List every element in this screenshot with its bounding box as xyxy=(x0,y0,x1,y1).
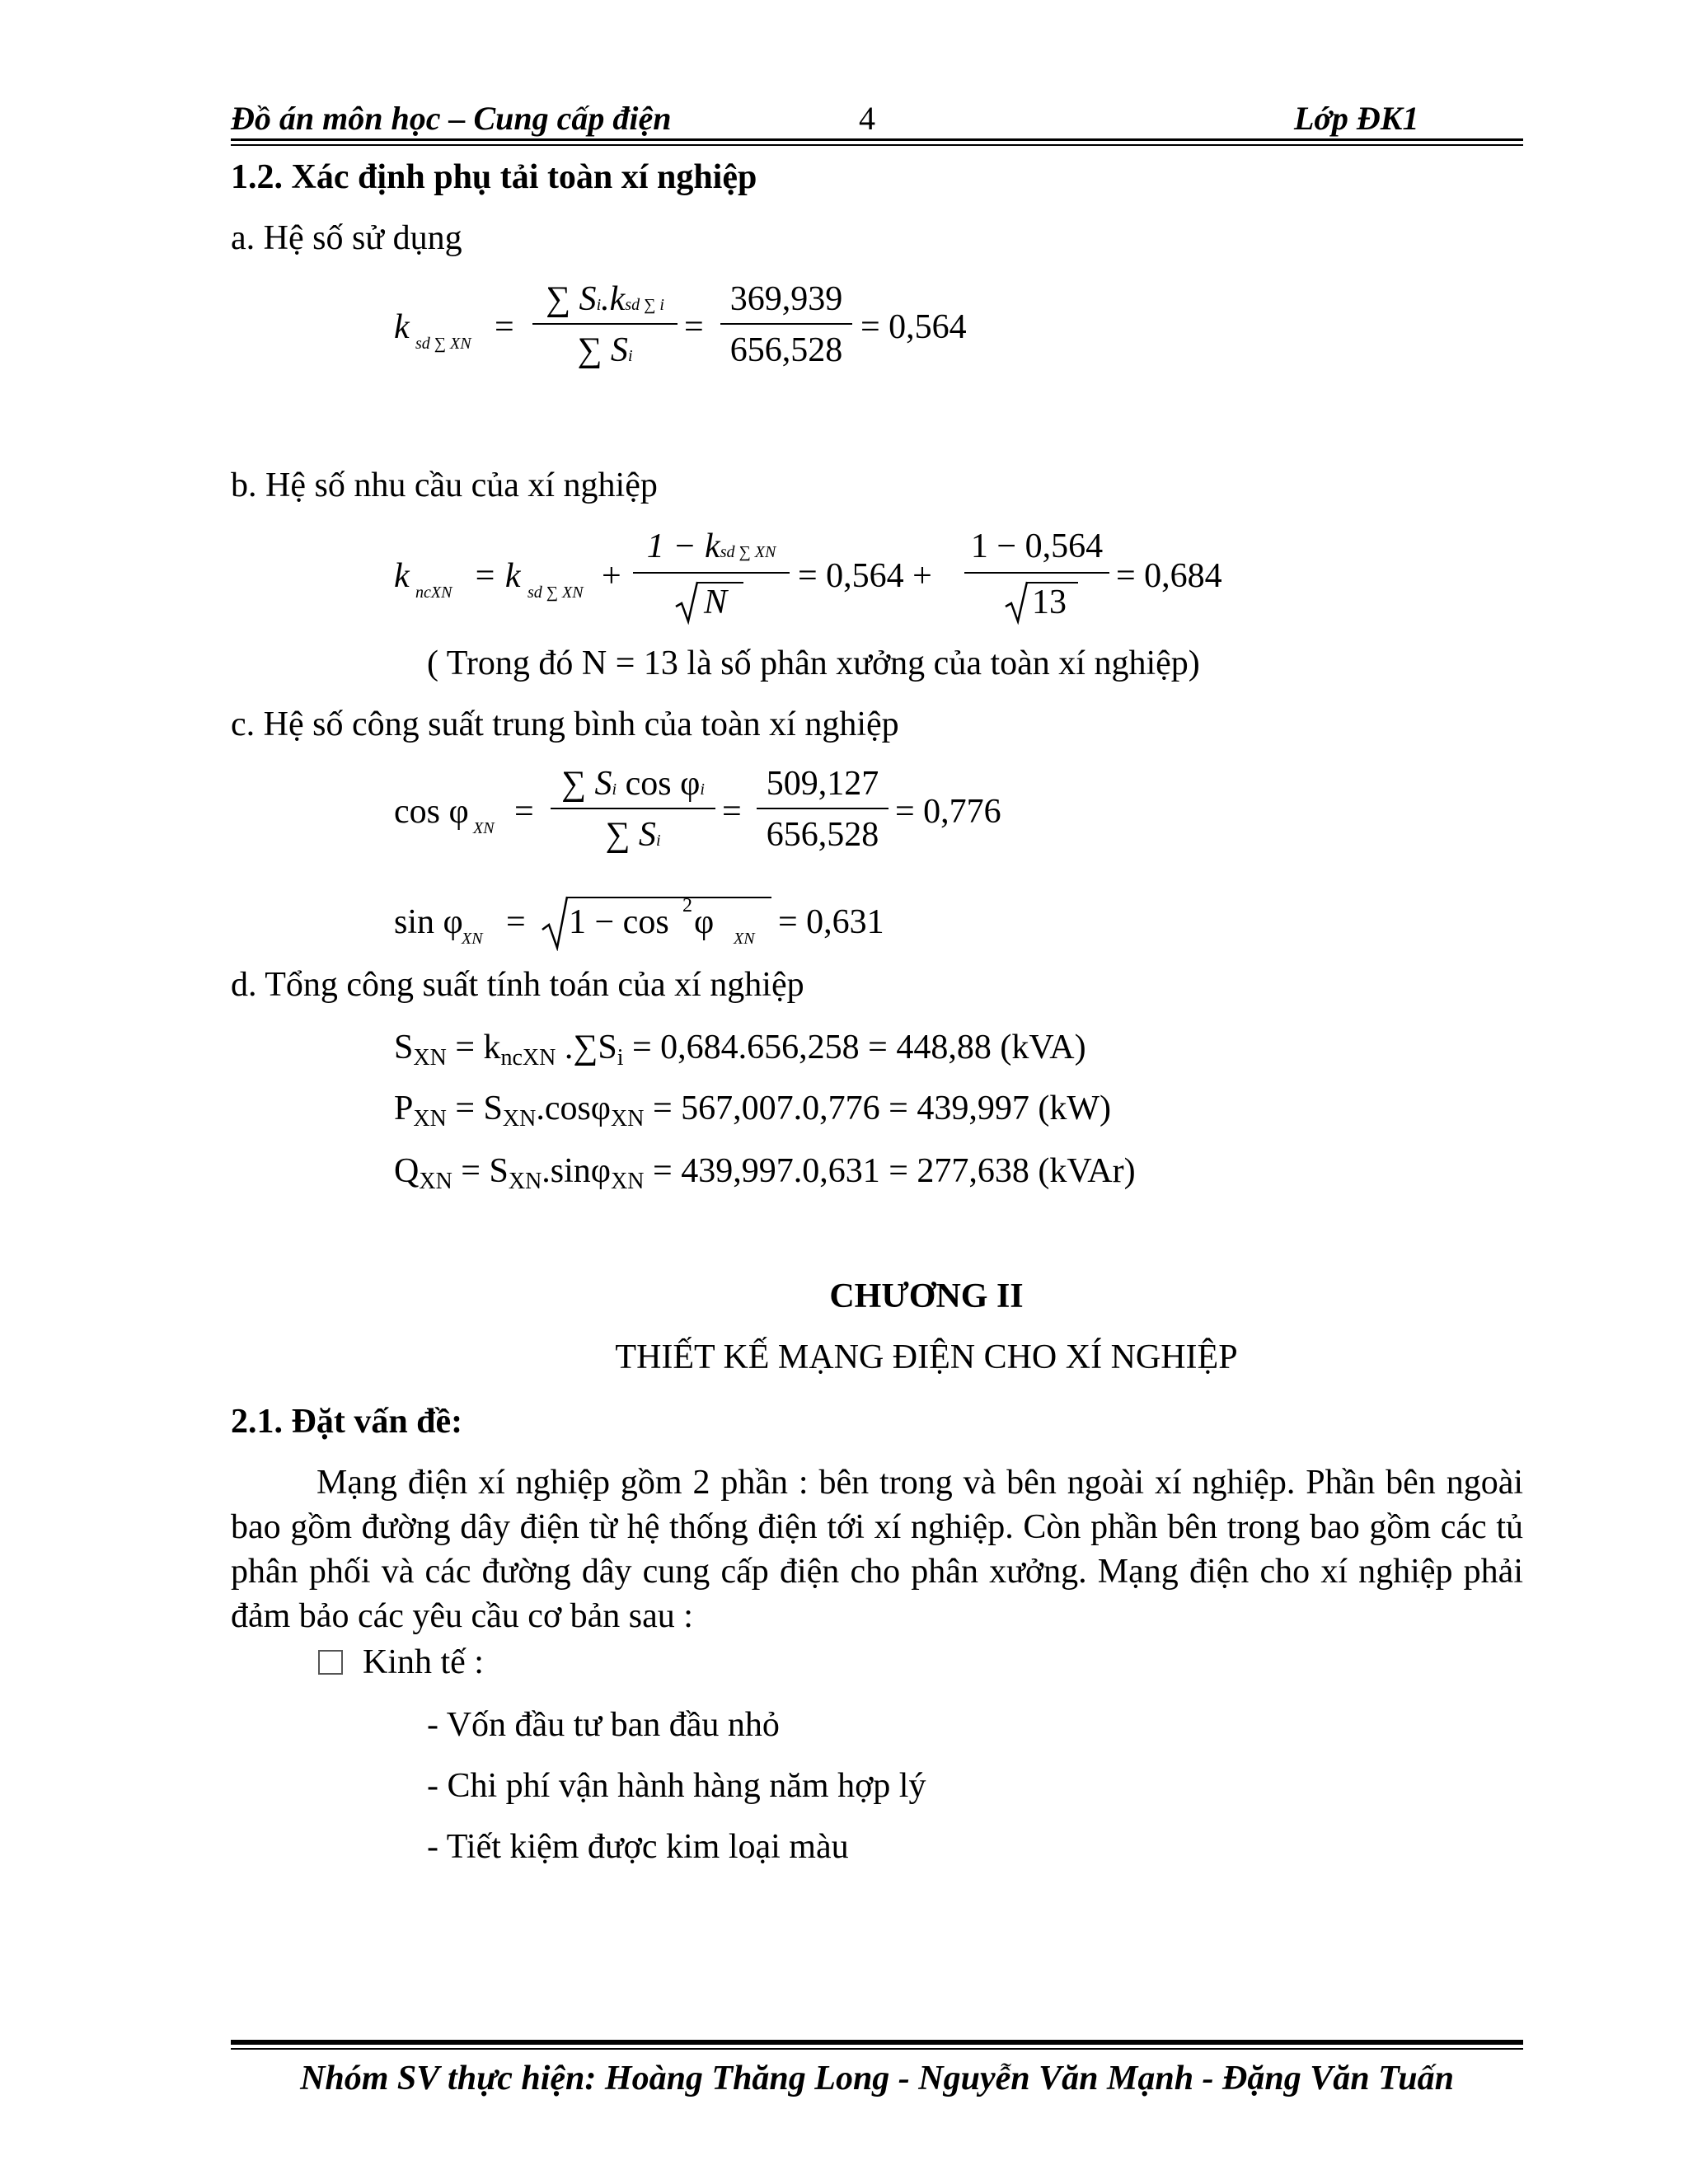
section-title: 1.2. Xác định phụ tải toàn xí nghiệp xyxy=(231,158,757,196)
bullet-economy xyxy=(318,1640,484,1685)
fraction-numerator: ∑ Si cos φi xyxy=(561,765,705,803)
header-left: Đồ án môn học – Cung cấp điện xyxy=(231,100,672,137)
footer-rule xyxy=(231,2040,1523,2045)
header-rule-thin xyxy=(231,144,1523,146)
sqrt-phi-sub: XN xyxy=(734,930,755,948)
equals: = xyxy=(684,308,704,346)
formula-lhs-k: k xyxy=(394,557,410,595)
list-item: - Vốn đầu tư ban đầu nhỏ xyxy=(427,1706,780,1744)
formula-result: = 0,684 xyxy=(1116,557,1222,595)
fraction-denominator-value: 656,528 xyxy=(729,331,843,369)
formula-lhs-sub: ncXN xyxy=(415,583,452,602)
formula-lhs-sub: XN xyxy=(473,819,495,837)
subsection-a-heading: a. Hệ số sử dụng xyxy=(231,219,462,257)
sqrt-phi: φ xyxy=(694,903,715,941)
sqrt-bar xyxy=(567,897,771,898)
formula-result: = 0,776 xyxy=(895,793,1001,831)
chapter-title: THIẾT KẾ MẠNG ĐIỆN CHO XÍ NGHIỆP xyxy=(615,1338,1238,1376)
sqrt-inner: 1 − cos xyxy=(569,903,669,941)
equals: = xyxy=(495,308,514,346)
fraction-denominator: ∑ Si xyxy=(605,816,661,854)
plus-sign: + xyxy=(602,557,621,595)
formula-mid: = 0,564 + xyxy=(798,557,932,595)
subsection-c-heading: c. Hệ số công suất trung bình của toàn xí nghiệp xyxy=(231,705,899,743)
checkbox-icon xyxy=(318,1650,343,1675)
fraction-line xyxy=(757,808,889,809)
formula-lhs-sub: XN xyxy=(462,930,483,948)
formula-lhs: cos φ xyxy=(394,793,469,831)
fraction-numerator: ∑ Si.ksd ∑ i xyxy=(546,280,664,318)
paragraph: Mạng điện xí nghiệp gồm 2 phần : bên trong và bên ngoài xí nghiệp. Phần bên ngoài bao gồm đường dây điện từ hệ thống điện tới xí nghiệp. Còn phần bên trong bao gồm các tủ phân phối và các đường dây cung cấp điện cho phân xưởng. Mạng điện cho xí nghiệp phải đảm bảo các yêu cầu cơ bản sau : xyxy=(231,1464,1523,1635)
fraction-denominator-value: 656,528 xyxy=(766,816,879,854)
formula-knc xyxy=(394,519,1222,635)
equals: = xyxy=(514,793,534,831)
page-number: 4 xyxy=(859,100,875,137)
note: ( Trong đó N = 13 là số phân xưởng của toàn xí nghiệp) xyxy=(427,644,1200,682)
formula-lhs-k: k xyxy=(394,308,410,346)
fraction-numerator: 1 − 0,564 xyxy=(970,527,1104,565)
fraction-numerator: 1 − ksd ∑ XN xyxy=(646,527,776,565)
equals: = xyxy=(506,903,526,941)
formula-result: = 0,631 xyxy=(778,903,884,941)
sqrt-13: 13 xyxy=(1004,579,1086,625)
fraction-numerator-value: 509,127 xyxy=(766,765,879,803)
formula-cos xyxy=(394,758,1053,874)
formula-lhs-sub: sd ∑ XN xyxy=(415,335,471,353)
equals: = xyxy=(722,793,742,831)
sqrt-n: N xyxy=(674,579,748,625)
subsection-b-heading: b. Hệ số nhu cầu của xí nghiệp xyxy=(231,466,658,504)
formula-ksd xyxy=(394,272,987,387)
fraction-line xyxy=(551,808,715,809)
list-item: - Chi phí vận hành hàng năm hợp lý xyxy=(427,1767,926,1805)
header-rule xyxy=(231,138,1523,141)
chapter-number: CHƯƠNG II xyxy=(829,1277,1024,1315)
formula-lhs: sin φ xyxy=(394,903,463,941)
footer-text: Nhóm SV thực hiện: Hoàng Thăng Long - Nguyễn Văn Mạnh - Đặng Văn Tuấn xyxy=(300,2060,1454,2097)
section-title: 2.1. Đặt vấn đề: xyxy=(231,1403,463,1441)
fraction-line xyxy=(633,572,790,574)
fraction-line xyxy=(532,323,678,325)
fraction-line xyxy=(720,323,852,325)
list-item: - Tiết kiệm được kim loại màu xyxy=(427,1828,849,1866)
footer-rule-thin xyxy=(231,2048,1523,2050)
formula-sin xyxy=(394,890,971,956)
formula-eq-sub: sd ∑ XN xyxy=(528,583,584,602)
formula-eq-k: = k xyxy=(473,557,521,595)
power-line-q: QXN = SXN.sinφXN = 439,997.0,631 = 277,638 (kVAr) xyxy=(394,1152,1136,1194)
fraction-line xyxy=(964,572,1109,574)
fraction-denominator: ∑ Si xyxy=(577,331,633,369)
fraction-numerator-value: 369,939 xyxy=(729,280,843,318)
subsection-d-heading: d. Tổng công suất tính toán của xí nghiệp xyxy=(231,966,804,1004)
header-right: Lớp ĐK1 xyxy=(1294,100,1419,137)
bullet-label: Kinh tế : xyxy=(363,1643,484,1681)
power-line-p: PXN = SXN.cosφXN = 567,007.0,776 = 439,997 (kW) xyxy=(394,1090,1111,1132)
power-line-s: SXN = kncXN .∑Si = 0,684.656,258 = 448,88 (kVA) xyxy=(394,1029,1086,1071)
superscript-2: 2 xyxy=(682,895,692,916)
formula-result: = 0,564 xyxy=(860,308,967,346)
